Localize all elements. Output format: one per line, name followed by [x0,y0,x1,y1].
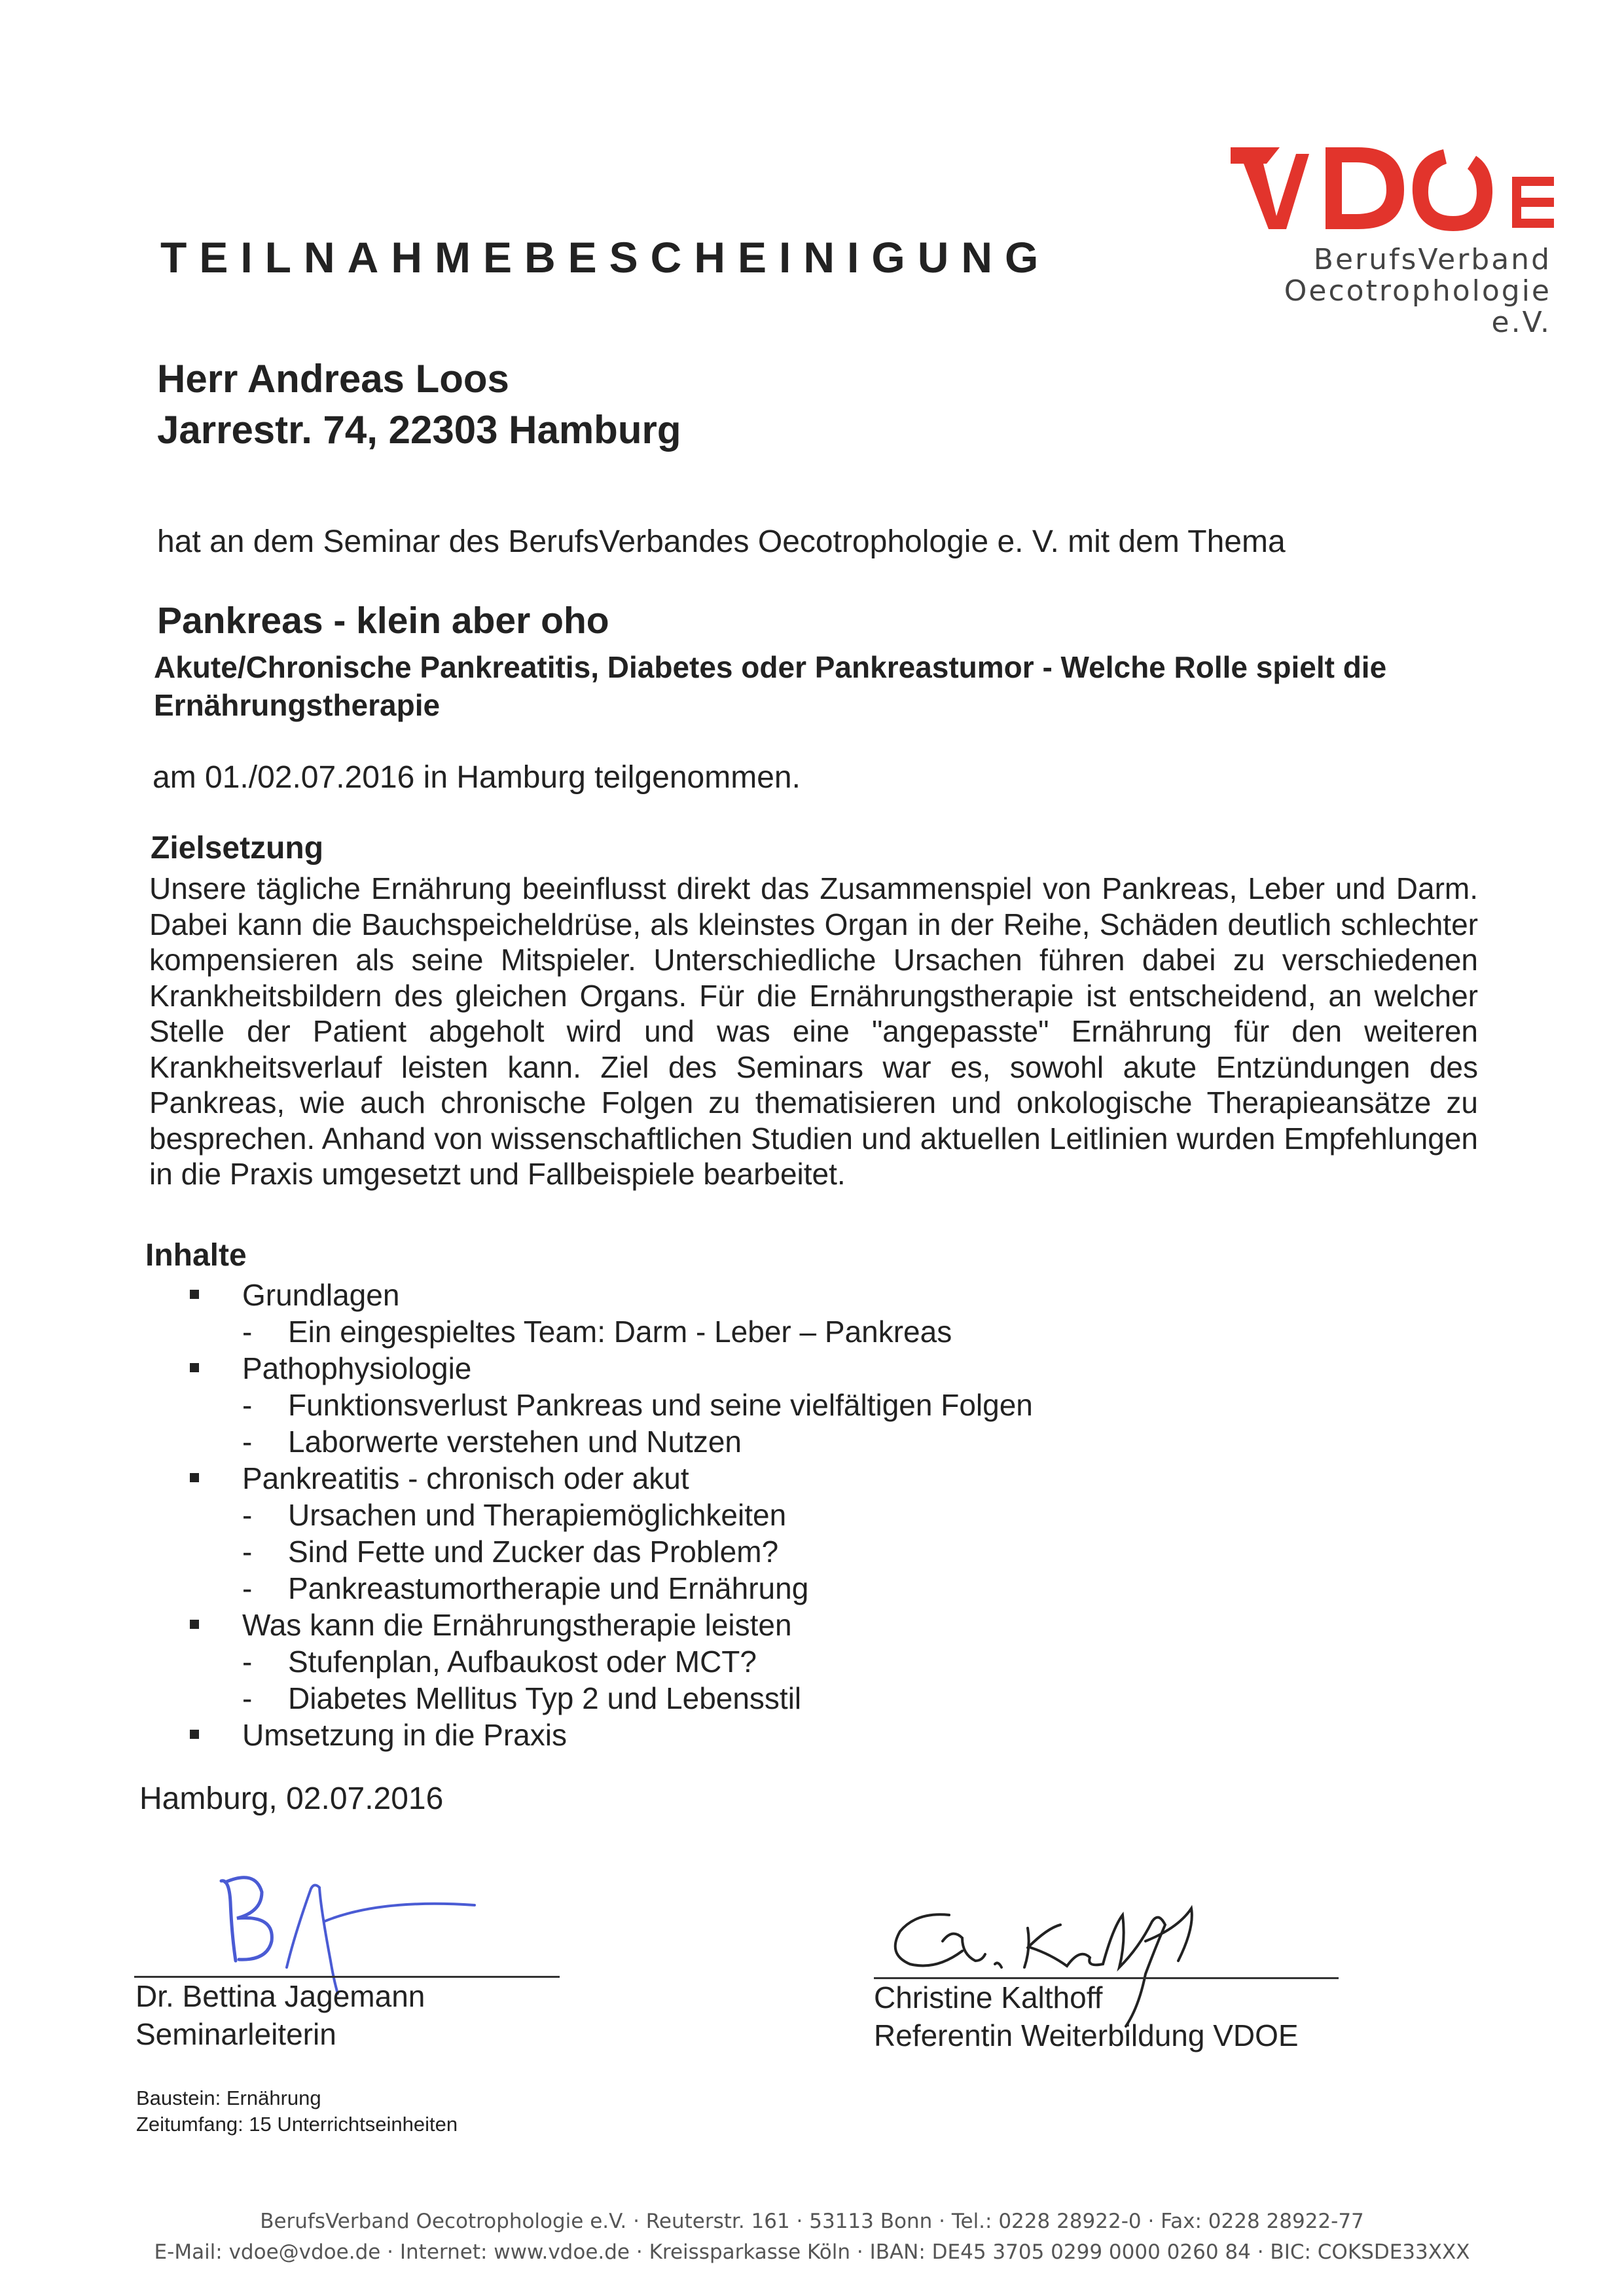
dash-marker: - [242,1645,253,1679]
recipient-address: Jarrestr. 74, 22303 Hamburg [157,408,681,452]
recipient-block [157,354,681,456]
bullet-icon [190,1473,199,1482]
intro-text: hat an dem Seminar des BerufsVerbandes Oecotrophologie e. V. mit dem Thema [157,524,1286,559]
inhalte-item-label: Pankreatitis - chronisch oder akut [242,1461,689,1495]
vdoe-wordmark-graphic [1218,137,1571,236]
signer-right [874,1978,1299,2054]
inhalte-subitem-label: Ursachen und Therapiemöglichkeiten [288,1498,787,1532]
recipient-name: Herr Andreas Loos [157,357,509,401]
footer-line-2: E-Mail: vdoe@vdoe.de · Internet: www.vdoe.de · Kreissparkasse Köln · IBAN: DE45 3705 0299 0000 0260 84 · BIC: COKSDE33XXX [154,2240,1470,2264]
dash-marker: - [242,1425,253,1459]
dash-marker: - [242,1498,253,1532]
bullet-icon [190,1363,199,1372]
signer-left-name: Dr. Bettina Jagemann [135,1979,425,2013]
document-title: TEILNAHMEBESCHEINIGUNG [160,233,1051,282]
place-date: Hamburg, 02.07.2016 [139,1781,444,1816]
zielsetzung-text: Unsere tägliche Ernährung beeinflusst direkt das Zusammenspiel von Pankreas, Leber und Darm. Dabei kann die Bauchspeicheldrüse, als kleinstes Organ in der Reihe, Schäden deutlich schlechter kompensieren als seine Mitspieler. Unterschiedliche Ursachen führen dabei zu verschiedenen Krankheitsbildern des gleichen Organs. Für die Ernährungstherapie ist entscheidend, an welcher Stelle der Patient abgeholt wird und was eine "angepasste" Ernährung für den weiteren Krankheitsverlauf leisten kann. Ziel des Seminars war es, sowohl akute Entzündungen des Pankreas, wie auch chronische Folgen zu thematisieren und onkologische Therapieansätze zu besprechen. Anhand von wissenschaftlichen Studien und aktuellen Leitlinien wurden Empfehlungen in die Praxis umgesetzt und Fallbeispiele bearbeitet. [149,871,1478,1191]
dash-marker: - [242,1571,253,1605]
dash-marker: - [242,1681,253,1715]
signer-left-role: Seminarleiterin [135,2017,336,2051]
seminar-title: Pankreas - klein aber oho [157,600,609,642]
inhalte-subitem-label: Pankreastumortherapie und Ernährung [288,1571,809,1605]
bullet-icon [190,1290,199,1299]
inhalte-item-label: Was kann die Ernährungstherapie leisten [242,1608,792,1642]
inhalte-subitem-label: Funktionsverlust Pankreas und seine vielfältigen Folgen [288,1388,1033,1422]
inhalte-subitem-label: Laborwerte verstehen und Nutzen [288,1425,742,1459]
logo-line-2: Oecotrophologie e.V. [1284,274,1551,339]
footer-line-1: BerufsVerband Oecotrophologie e.V. · Reuterstr. 161 · 53113 Bonn · Tel.: 0228 28922-0 · Fax: 0228 28922-77 [260,2210,1364,2233]
bullet-icon [190,1620,199,1629]
logo-line-1: BerufsVerband [1313,243,1551,276]
dash-marker: - [242,1388,253,1422]
baustein: Baustein: Ernährung [136,2086,321,2109]
signer-right-role: Referentin Weiterbildung VDOE [874,2018,1299,2052]
inhalte-item-label: Pathophysiologie [242,1351,472,1385]
inhalte-subitem-label: Stufenplan, Aufbaukost oder MCT? [288,1645,757,1679]
participation-date: am 01./02.07.2016 in Hamburg teilgenommen. [153,760,801,795]
zeitumfang: Zeitumfang: 15 Unterrichtseinheiten [136,2113,458,2136]
inhalte-item-label: Grundlagen [242,1278,400,1312]
dash-marker: - [242,1535,253,1569]
inhalte-subitem-label: Sind Fette und Zucker das Problem? [288,1535,779,1569]
bullet-icon [190,1730,199,1739]
inhalte-item-label: Umsetzung in die Praxis [242,1718,567,1752]
seminar-subtitle: Akute/Chronische Pankreatitis, Diabetes oder Pankreastumor - Welche Rolle spielt die Ernährungstherapie [154,650,1387,722]
signer-left [135,1977,425,2053]
inhalte-subitem-label: Ein eingespieltes Team: Darm - Leber – Pankreas [288,1315,952,1349]
course-details [136,2085,458,2138]
signer-right-name: Christine Kalthoff [874,1980,1103,2014]
dash-marker: - [242,1315,253,1349]
inhalte-subitem-label: Diabetes Mellitus Typ 2 und Lebensstil [288,1681,802,1715]
zielsetzung-heading: Zielsetzung [151,831,324,866]
vdoe-logo [1218,137,1571,339]
inhalte-heading: Inhalte [145,1238,247,1273]
